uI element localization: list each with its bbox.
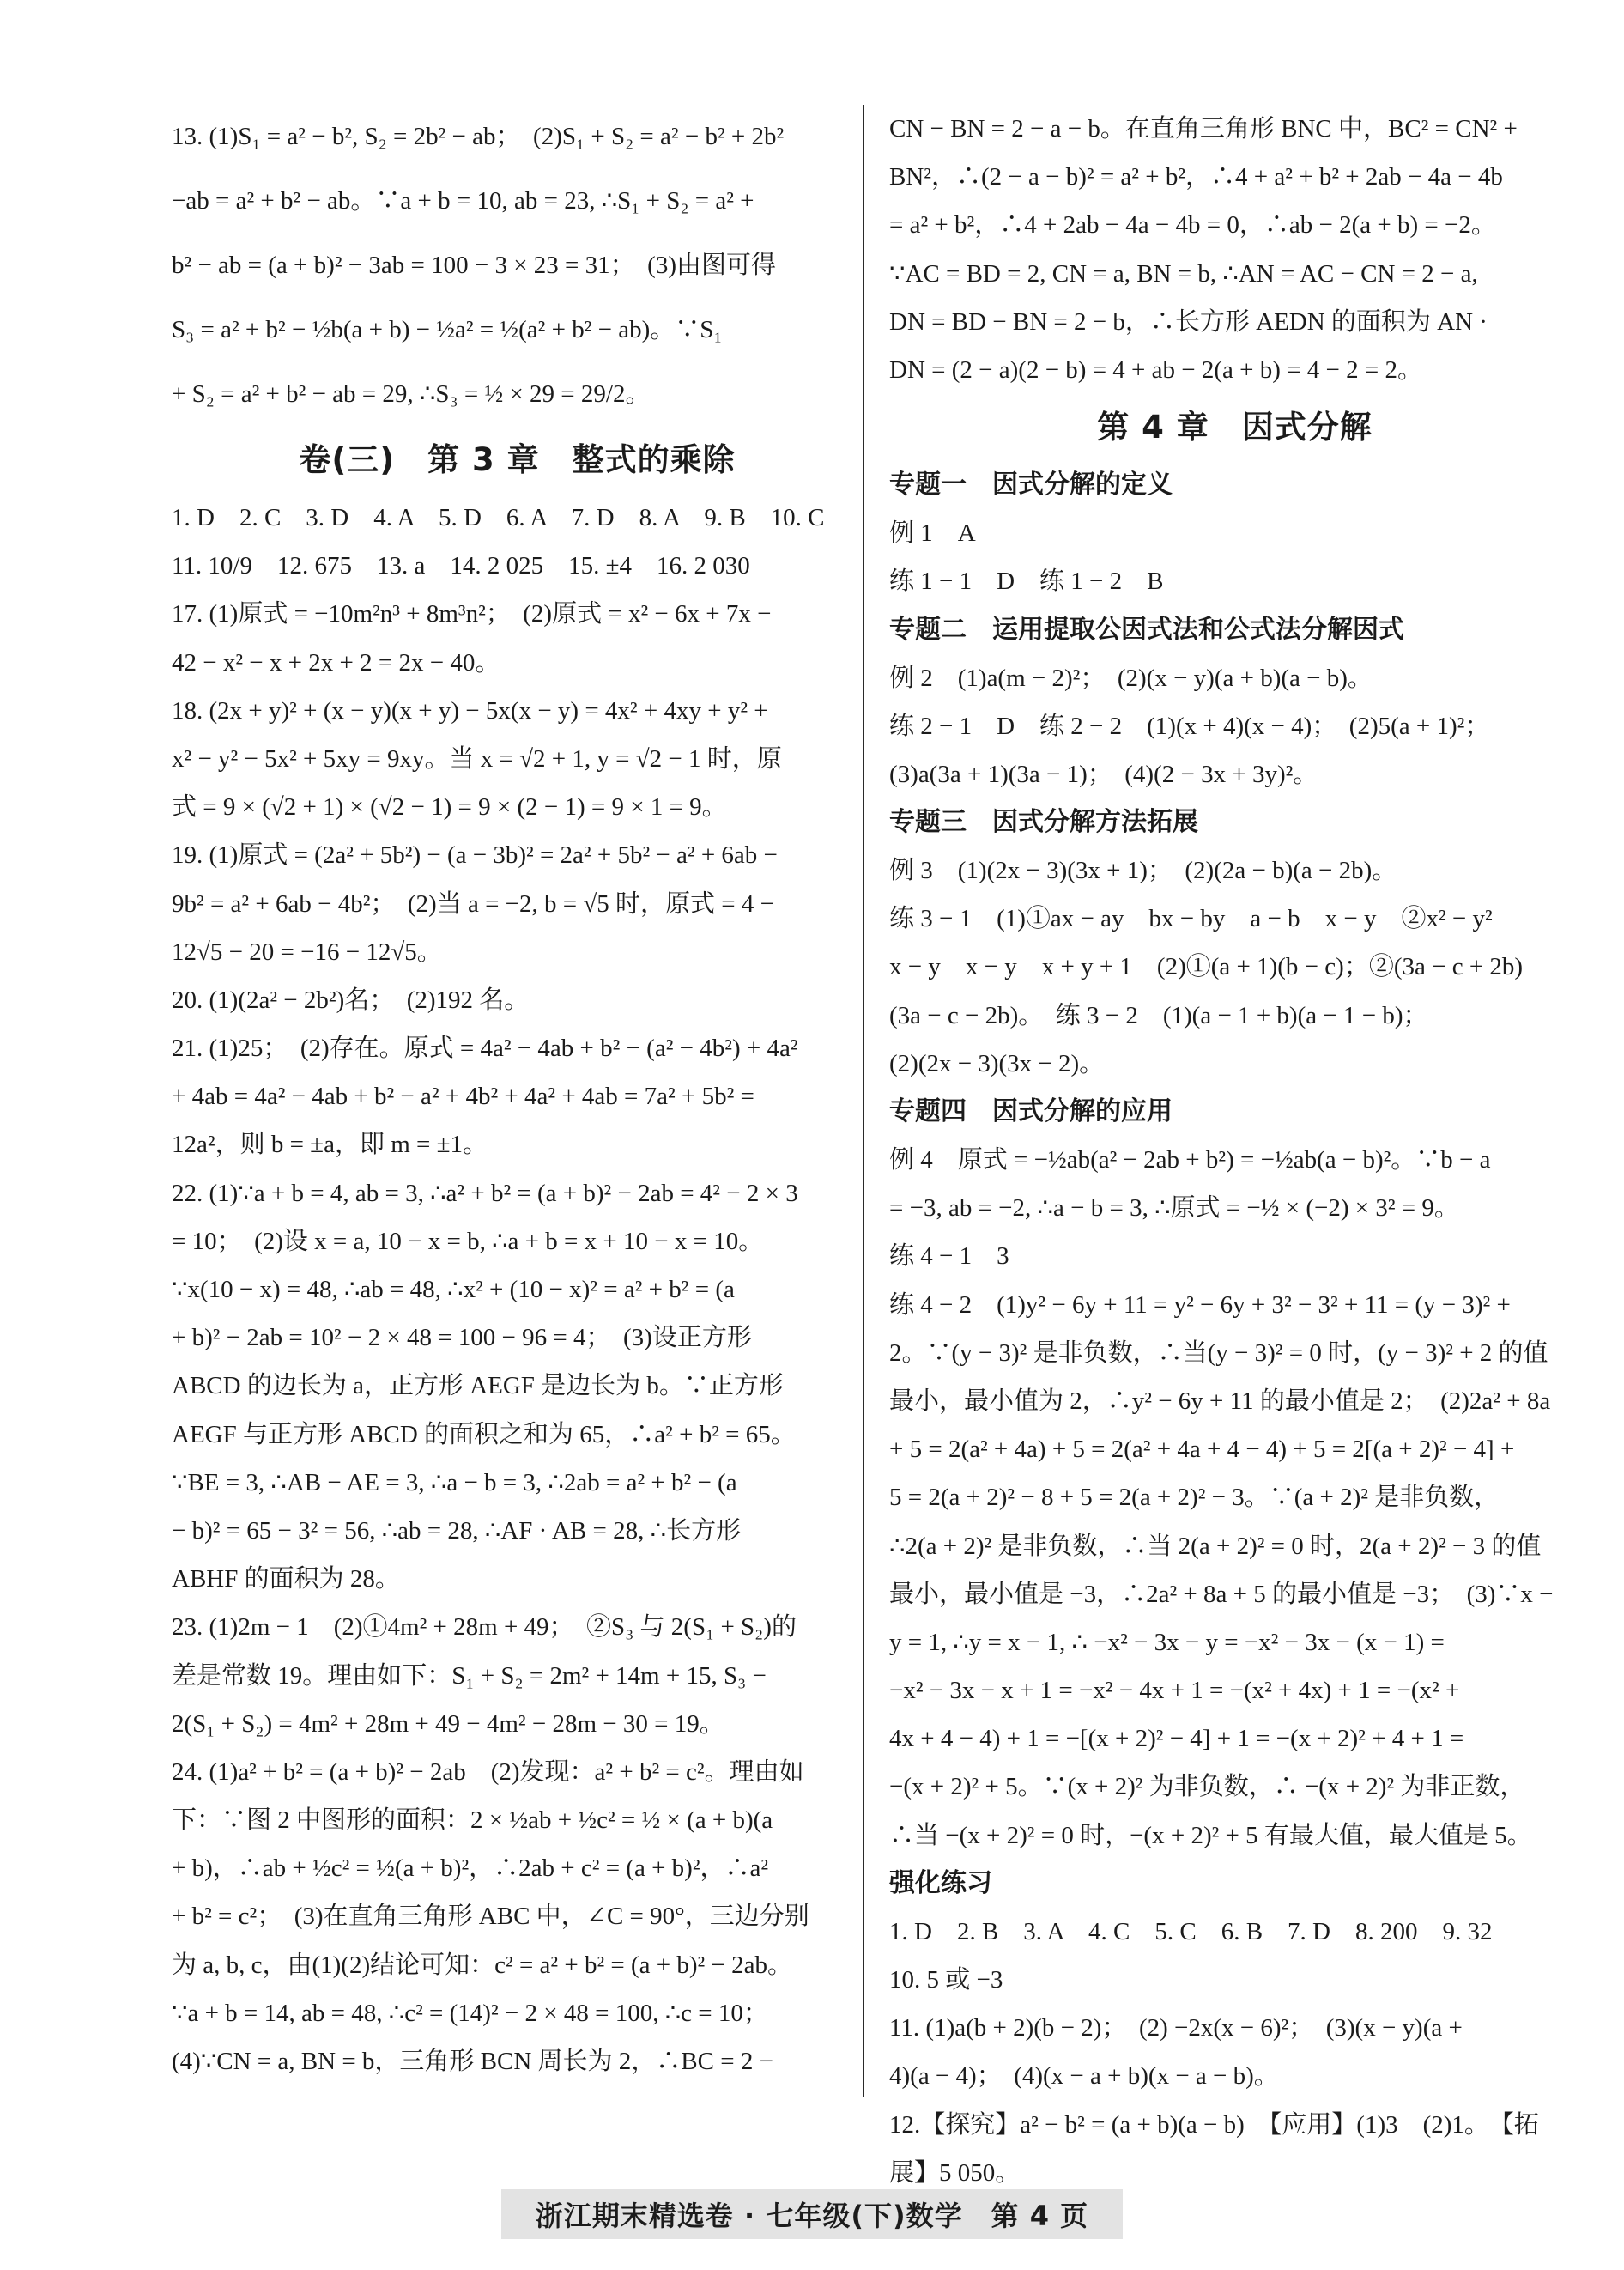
- answer-line: 18. (2x + y)² + (x − y)(x + y) − 5x(x − y) = 4x² + 4xy + y² +: [172, 696, 768, 725]
- answer-line: 练 4 − 1 3: [889, 1242, 1009, 1271]
- answer-line: CN − BN = 2 − a − b。在直角三角形 BNC 中，BC² = CN² +: [889, 115, 1518, 143]
- answer-line: 最小，最小值是 −3，∴2a² + 8a + 5 的最小值是 −3； (3)∵x −: [889, 1580, 1554, 1608]
- answer-line: 练 3 − 1 (1)①ax − ay bx − by a − b x − y ②x² − y²: [889, 905, 1493, 933]
- answer-line: (2)(2x − 3)(3x − 2)。: [889, 1049, 1105, 1077]
- answer-line: 19. (1)原式 = (2a² + 5b²) − (a − 3b)² = 2a² + 5b² − a² + 6ab −: [172, 841, 778, 870]
- answer-line: 例 1 A: [889, 519, 976, 548]
- topic-heading: 强化练习: [889, 1867, 992, 1898]
- answer-line: + b)，∴ab + ½c² = ½(a + b)²，∴2ab + c² = (a + b)²，∴a²: [172, 1854, 769, 1883]
- answer-line: ∵a + b = 14, ab = 48, ∴c² = (14)² − 2 × 48 = 100, ∴c = 10；: [172, 1999, 768, 2027]
- answer-line: ABHF 的面积为 28。: [172, 1565, 400, 1593]
- footer-label: 浙江期末精选卷 · 七年级(下)数学 第 4 页: [501, 2189, 1123, 2239]
- answer-line: 12.【探究】a² − b² = (a + b)(a − b) 【应用】(1)3 (2)1。 【拓: [889, 2110, 1539, 2139]
- answer-line: 2(S₁ + S₂) = 4m² + 28m + 49 − 4m² − 28m − 30 = 19。: [172, 1709, 724, 1738]
- answer-line: 下：∵图 2 中图形的面积：2 × ½ab + ½c² = ½ × (a + b)(a: [172, 1806, 773, 1835]
- answer-line: + 5 = 2(a² + 4a) + 5 = 2(a² + 4a + 4 − 4) + 5 = 2[(a + 2)² − 4] +: [889, 1435, 1515, 1464]
- answer-line: (3a − c − 2b)。 练 3 − 2 (1)(a − 1 + b)(a − 1 − b)；: [889, 1001, 1428, 1029]
- answer-line: x² − y² − 5x² + 5xy = 9xy。当 x = √2 + 1, y = √2 − 1 时，原: [172, 744, 782, 773]
- column-divider: [863, 105, 864, 2097]
- answer-line: 例 2 (1)a(m − 2)²； (2)(x − y)(a + b)(a − b)。: [889, 664, 1373, 692]
- answer-line: 4x + 4 − 4) + 1 = −[(x + 2)² − 4] + 1 = −(x + 2)² + 4 + 1 =: [889, 1725, 1464, 1753]
- answer-line: S₃ = a² + b² − ½b(a + b) − ½a² = ½(a² + b² − ab)。∵S₁: [172, 316, 723, 343]
- topic-heading: 专题四 因式分解的应用: [889, 1096, 1173, 1126]
- answer-line: 练 4 − 2 (1)y² − 6y + 11 = y² − 6y + 3² − 3² + 11 = (y − 3)² +: [889, 1290, 1511, 1319]
- right-blocks: [889, 461, 1580, 2197]
- answer-line: + S₂ = a² + b² − ab = 29, ∴S₃ = ½ × 29 = 29/2。: [172, 380, 651, 408]
- answer-line: 21. (1)25； (2)存在。原式 = 4a² − 4ab + b² − (a² − 4b²) + 4a²: [172, 1035, 798, 1063]
- answer-line: 11. (1)a(b + 2)(b − 2)； (2) −2x(x − 6)²； (3)(x − y)(a +: [889, 2014, 1463, 2042]
- answer-line: − b)² = 65 − 3² = 56, ∴ab = 28, ∴AF · AB = 28, ∴长方形: [172, 1516, 742, 1545]
- topic-heading: 专题二 运用提取公因式法和公式法分解因式: [889, 614, 1404, 645]
- answer-line: = −3, ab = −2, ∴a − b = 3, ∴原式 = −½ × (−2) × 3² = 9。: [889, 1194, 1459, 1223]
- right-column: [889, 105, 1580, 2197]
- answer-line: (4)∵CN = a, BN = b，三角形 BCN 周长为 2，∴BC = 2 −: [172, 2048, 773, 2075]
- answer-line: x − y x − y x + y + 1 (2)①(a + 1)(b − c)；②(3a − c + 2b): [889, 953, 1524, 981]
- answer-line: 24. (1)a² + b² = (a + b)² − 2ab (2)发现：a² + b² = c²。理由如: [172, 1757, 804, 1786]
- answer-line: ∴当 −(x + 2)² = 0 时，−(x + 2)² + 5 有最大值，最大值是 5。: [889, 1821, 1532, 1849]
- answer-line: b² − ab = (a + b)² − 3ab = 100 − 3 × 23 = 31； (3)由图可得: [172, 252, 776, 279]
- answer-line: 练 1 − 1 D 练 1 − 2 B: [889, 568, 1164, 596]
- answer-line: 2。∵(y − 3)² 是非负数，∴当(y − 3)² = 0 时，(y − 3)² + 2 的值: [889, 1338, 1548, 1367]
- answer-line: 12a²，则 b = ±a，即 m = ±1。: [172, 1131, 488, 1159]
- answer-line: = a² + b²，∴4 + 2ab − 4a − 4b = 0，∴ab − 2(a + b) = −2。: [889, 211, 1496, 240]
- answer-line: = 10； (2)设 x = a, 10 − x = b, ∴a + b = x + 10 − x = 10。: [172, 1227, 764, 1255]
- answer-line: ABCD 的边长为 a，正方形 AEGF 是边长为 b。∵正方形: [172, 1372, 784, 1400]
- answer-line: 展】5 050。: [889, 2158, 1021, 2187]
- chapter-title: 卷(三) 第 3 章 整式的乘除: [299, 441, 736, 478]
- answer-line: 11. 10/9 12. 675 13. a 14. 2 025 15. ±4 16. 2 030: [172, 552, 750, 580]
- chapter-title: 第 4 章 因式分解: [1097, 409, 1373, 446]
- answer-line: 为 a, b, c，由(1)(2)结论可知：c² = a² + b² = (a + b)² − 2ab。: [172, 1951, 792, 1979]
- answer-line: 10. 5 或 −3: [889, 1966, 1003, 1994]
- answer-line: −x² − 3x − x + 1 = −x² − 4x + 1 = −(x² + 4x) + 1 = −(x² +: [889, 1677, 1460, 1705]
- answer-line: 42 − x² − x + 2x + 2 = 2x − 40。: [172, 648, 500, 677]
- answer-line: −(x + 2)² + 5。∵(x + 2)² 为非负数，∴ −(x + 2)² 为非正数，: [889, 1773, 1525, 1801]
- answer-line: 13. (1)S₁ = a² − b², S₂ = 2b² − ab； (2)S₁ + S₂ = a² − b² + 2b²: [172, 123, 785, 150]
- answer-line: ∵x(10 − x) = 48, ∴ab = 48, ∴x² + (10 − x)² = a² + b² = (a: [172, 1276, 735, 1303]
- answer-line: 9b² = a² + 6ab − 4b²； (2)当 a = −2, b = √5 时，原式 = 4 −: [172, 889, 775, 918]
- answer-line: ∴2(a + 2)² 是非负数，∴当 2(a + 2)² = 0 时，2(a + 2)² − 3 的值: [889, 1532, 1542, 1560]
- answer-line: 式 = 9 × (√2 + 1) × (√2 − 1) = 9 × (2 − 1) = 9 × 1 = 9。: [172, 793, 727, 822]
- answer-line: 20. (1)(2a² − 2b²)名； (2)192 名。: [172, 986, 530, 1014]
- answer-line: + 4ab = 4a² − 4ab + b² − a² + 4b² + 4a² + 4ab = 7a² + 5b² =: [172, 1083, 754, 1111]
- answer-line: −ab = a² + b² − ab。∵a + b = 10, ab = 23, ∴S₁ + S₂ = a² +: [172, 187, 754, 215]
- answer-line: + b² = c²； (3)在直角三角形 ABC 中，∠C = 90°，三边分别: [172, 1903, 809, 1931]
- answer-line: 最小，最小值为 2，∴y² − 6y + 11 的最小值是 2； (2)2a² + 8a: [889, 1387, 1551, 1415]
- answer-line: AEGF 与正方形 ABCD 的面积之和为 65，∴a² + b² = 65。: [172, 1420, 796, 1448]
- answer-line: + b)² − 2ab = 10² − 2 × 48 = 100 − 96 = 4； (3)设正方形: [172, 1324, 752, 1352]
- answer-line: 22. (1)∵a + b = 4, ab = 3, ∴a² + b² = (a + b)² − 2ab = 4² − 2 × 3: [172, 1179, 798, 1207]
- answer-line: y = 1, ∴y = x − 1, ∴ −x² − 3x − y = −x² − 3x − (x − 1) =: [889, 1628, 1445, 1656]
- answer-line: ∵BE = 3, ∴AB − AE = 3, ∴a − b = 3, ∴2ab = a² + b² − (a: [172, 1468, 737, 1496]
- answer-line: ∵AC = BD = 2, CN = a, BN = b, ∴AN = AC − CN = 2 − a,: [889, 259, 1478, 288]
- answer-line: 练 2 − 1 D 练 2 − 2 (1)(x + 4)(x − 4)； (2)5(a + 1)²；: [889, 712, 1490, 740]
- answer-line: 23. (1)2m − 1 (2)①4m² + 28m + 49； ②S₃ 与 2(S₁ + S₂)的: [172, 1613, 797, 1642]
- answer-line: 12√5 − 20 = −16 − 12√5。: [172, 938, 442, 966]
- answer-line: BN²，∴(2 − a − b)² = a² + b²，∴4 + a² + b² + 2ab − 4a − 4b: [889, 163, 1503, 191]
- answer-line: 例 4 原式 = −½ab(a² − 2ab + b²) = −½ab(a − b)²。∵b − a: [889, 1146, 1491, 1174]
- topic-heading: 专题三 因式分解方法拓展: [889, 807, 1198, 838]
- answer-line: 例 3 (1)(2x − 3)(3x + 1)； (2)(2a − b)(a − 2b)。: [889, 857, 1397, 885]
- page-footer: [0, 2189, 1624, 2239]
- left-column: [172, 105, 863, 2085]
- answer-line: 差是常数 19。理由如下：S₁ + S₂ = 2m² + 14m + 15, S₃ −: [172, 1661, 767, 1690]
- answer-line: DN = (2 − a)(2 − b) = 4 + ab − 2(a + b) = 4 − 2 = 2。: [889, 355, 1422, 384]
- answer-line: DN = BD − BN = 2 − b，∴长方形 AEDN 的面积为 AN ·: [889, 307, 1488, 336]
- topic-heading: 专题一 因式分解的定义: [889, 470, 1173, 501]
- answer-line: 4)(a − 4)； (4)(x − a + b)(x − a − b)。: [889, 2062, 1279, 2091]
- answer-line: 1. D 2. B 3. A 4. C 5. C 6. B 7. D 8. 200 9. 32: [889, 1917, 1493, 1945]
- answer-line: (3)a(3a + 1)(3a − 1)； (4)(2 − 3x + 3y)²。: [889, 760, 1318, 788]
- answer-line: 1. D 2. C 3. D 4. A 5. D 6. A 7. D 8. A 9. B 10. C: [172, 504, 825, 531]
- answer-line: 17. (1)原式 = −10m²n³ + 8m³n²； (2)原式 = x² − 6x + 7x −: [172, 600, 772, 628]
- answer-line: 5 = 2(a + 2)² − 8 + 5 = 2(a + 2)² − 3。∵(a + 2)² 是非负数，: [889, 1484, 1500, 1512]
